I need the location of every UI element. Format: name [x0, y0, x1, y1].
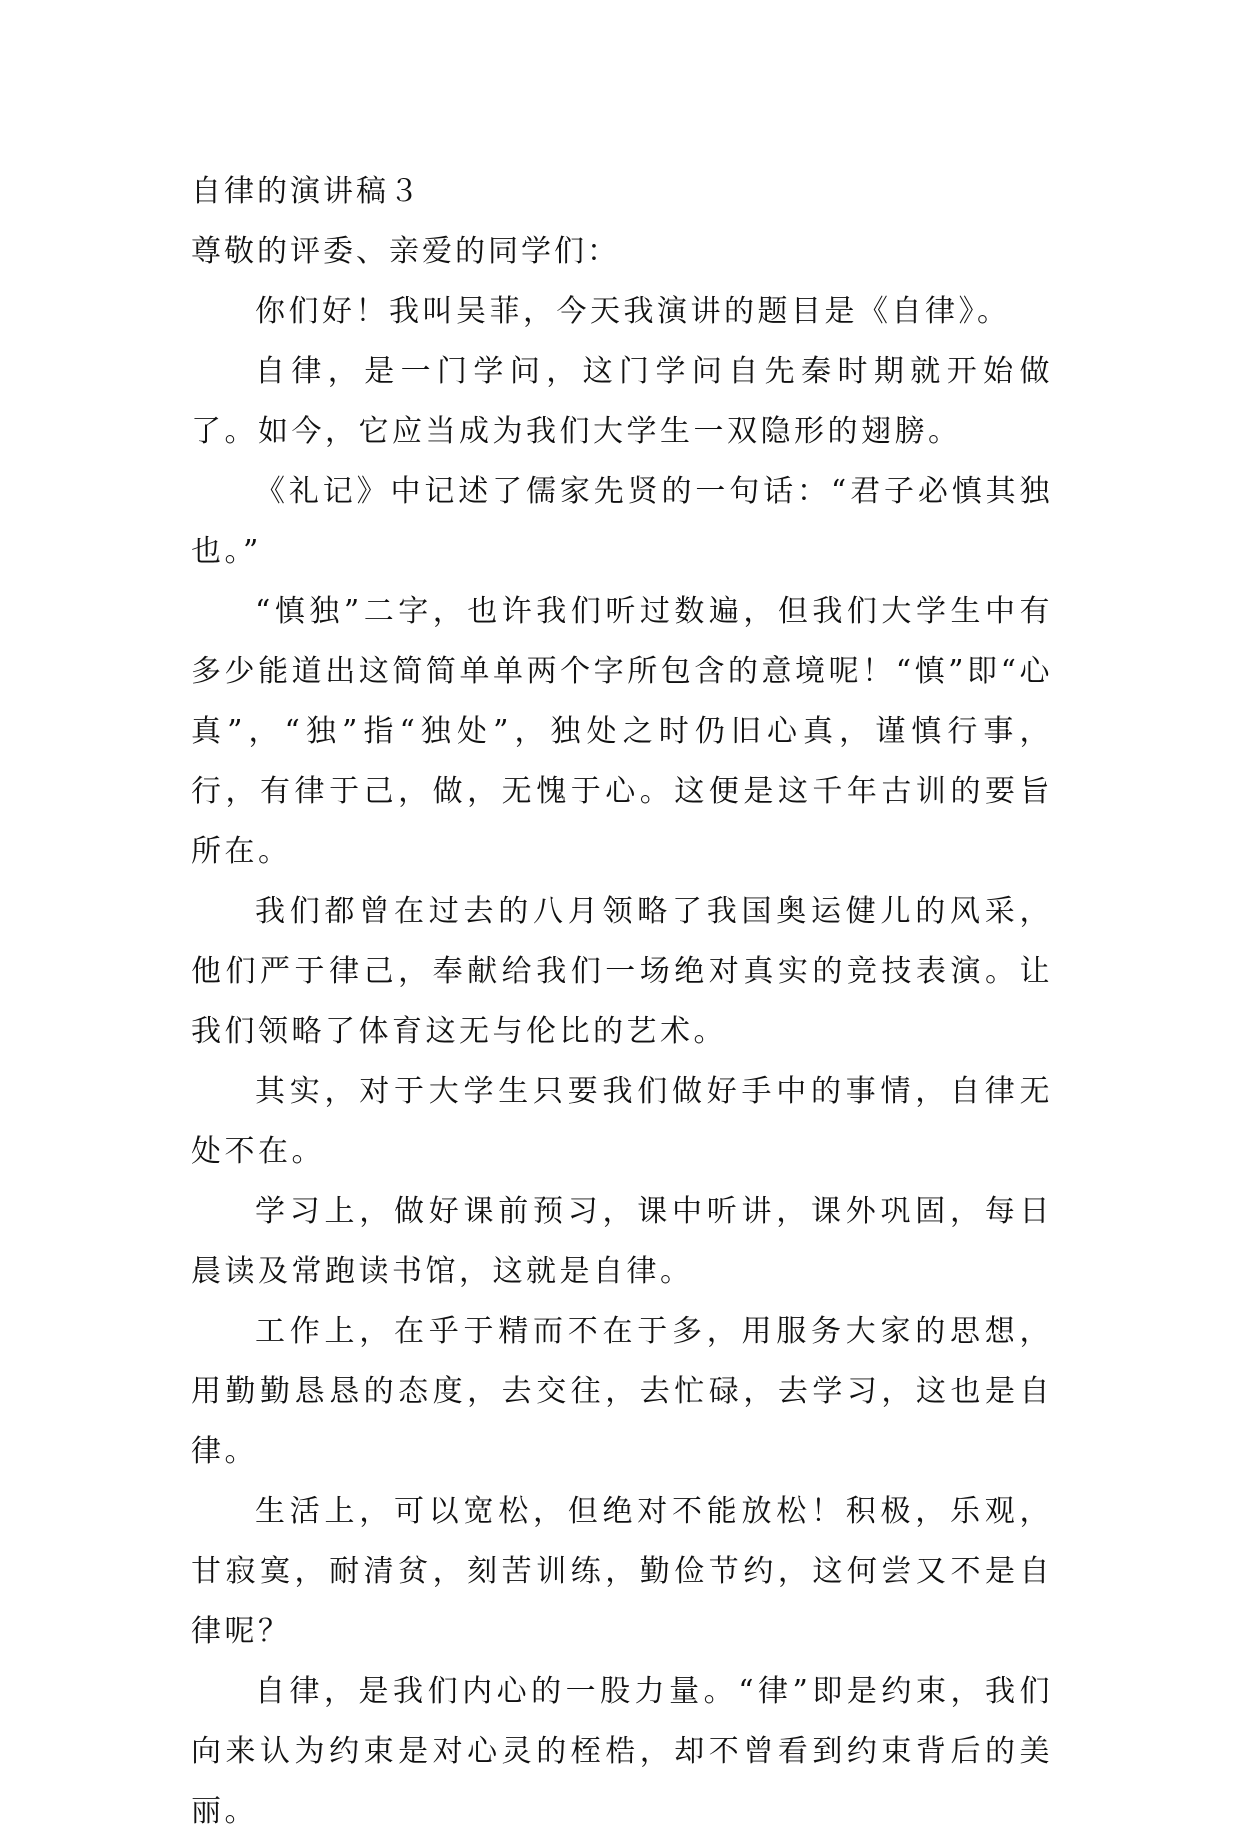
document-title: 自律的演讲稿３ — [191, 174, 422, 209]
paragraph-greeting: 你们好！我叫吴菲，今天我演讲的题目是《自律》。 — [255, 294, 1011, 329]
paragraph-study: 学习上，做好课前预习，课中听讲，课外巩固，每日晨读及常跑读书馆，这就是自律。 — [191, 1194, 1053, 1289]
paragraph-olympics: 我们都曾在过去的八月领略了我国奥运健儿的风采，他们严于律己，奉献给我们一场绝对真实的竞技表演。让我们领略了体育这无与伦比的艺术。 — [191, 894, 1053, 1049]
paragraph-life: 生活上，可以宽松，但绝对不能放松！积极，乐观，甘寂寞，耐清贫，刻苦训练，勤俭节约，这何尝又不是自律呢？ — [191, 1494, 1053, 1649]
paragraph-inner-strength: 自律，是我们内心的一股力量。“律”即是约束，我们向来认为约束是对心灵的桎梏，却不曾看到约束背后的美丽。 — [191, 1674, 1053, 1829]
salutation: 尊敬的评委、亲爱的同学们： — [191, 234, 620, 269]
paragraph-liji-quote: 《礼记》中记述了儒家先贤的一句话：“君子必慎其独也。” — [191, 474, 1053, 569]
paragraph-everywhere: 其实，对于大学生只要我们做好手中的事情，自律无处不在。 — [191, 1074, 1053, 1169]
paragraph-shendu: “慎独”二字，也许我们听过数遍，但我们大学生中有多少能道出这简简单单两个字所包含的意境呢！“慎”即“心真”，“独”指“独处”，独处之时仍旧心真，谨慎行事，行，有律于己，做，无愧于心。这便是这千年古训的要旨所在。 — [191, 594, 1053, 869]
paragraph-self-discipline-intro: 自律，是一门学问，这门学问自先秦时期就开始做了。如今，它应当成为我们大学生一双隐形的翅膀。 — [191, 354, 1053, 449]
document-body — [191, 162, 1053, 1842]
paragraph-work: 工作上，在乎于精而不在于多，用服务大家的思想，用勤勤恳恳的态度，去交往，去忙碌，去学习，这也是自律。 — [191, 1314, 1053, 1469]
